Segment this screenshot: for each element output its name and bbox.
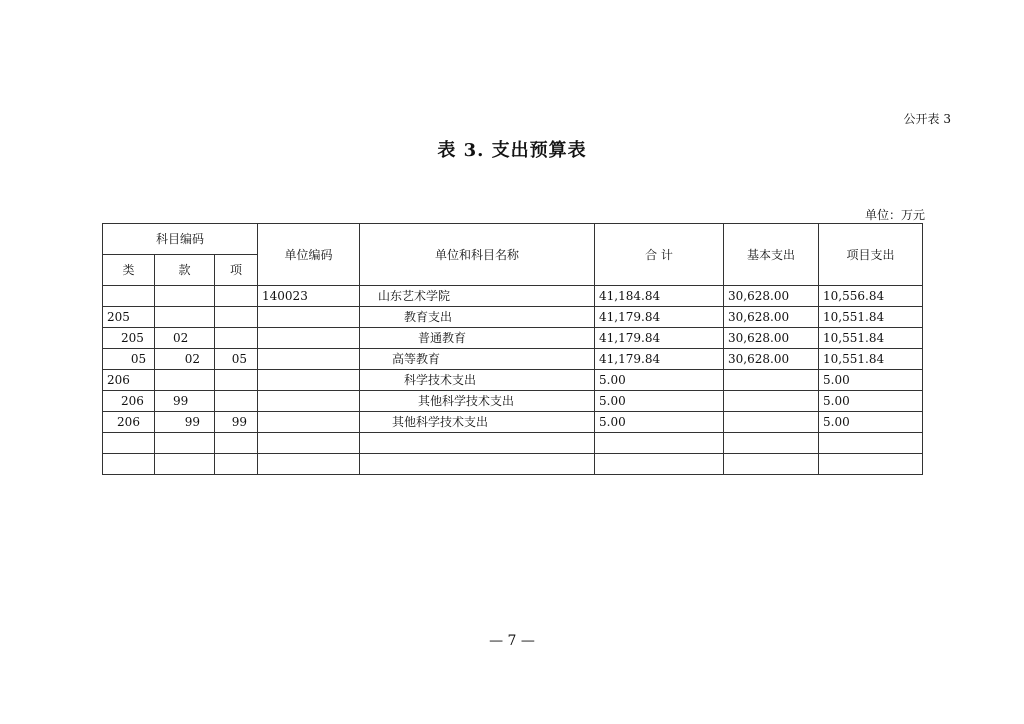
cell-total: [595, 433, 724, 454]
cell-unit-code: [258, 391, 360, 412]
header-lei: 类: [103, 255, 155, 286]
cell-total: 5.00: [595, 391, 724, 412]
cell-project: 10,556.84: [819, 286, 923, 307]
cell-kuan: [155, 370, 215, 391]
cell-kuan: [155, 454, 215, 475]
cell-project: [819, 433, 923, 454]
cell-total: 41,184.84: [595, 286, 724, 307]
table-row: [103, 433, 923, 454]
cell-name: 山东艺术学院: [360, 286, 595, 307]
cell-project: 5.00: [819, 370, 923, 391]
table-row: [103, 286, 923, 307]
cell-kuan: [155, 307, 215, 328]
cell-lei: 206: [103, 391, 155, 412]
cell-basic: 30,628.00: [724, 286, 819, 307]
table-row: [103, 349, 923, 370]
cell-unit-code: [258, 307, 360, 328]
header-project: 项目支出: [819, 224, 923, 286]
cell-project: 10,551.84: [819, 349, 923, 370]
cell-kuan: [155, 286, 215, 307]
cell-total: 41,179.84: [595, 349, 724, 370]
table-row: [103, 454, 923, 475]
cell-xiang: 99: [215, 412, 258, 433]
cell-xiang: [215, 454, 258, 475]
expenditure-budget-table: [102, 223, 923, 475]
cell-xiang: [215, 370, 258, 391]
cell-total: 5.00: [595, 412, 724, 433]
cell-unit-code: [258, 328, 360, 349]
cell-name: [360, 433, 595, 454]
cell-basic: [724, 454, 819, 475]
cell-lei: [103, 433, 155, 454]
cell-xiang: [215, 433, 258, 454]
cell-lei: [103, 286, 155, 307]
cell-basic: [724, 433, 819, 454]
table-row: [103, 412, 923, 433]
cell-unit-code: [258, 370, 360, 391]
header-kuan: 款: [155, 255, 215, 286]
cell-xiang: [215, 307, 258, 328]
cell-project: [819, 454, 923, 475]
cell-total: 41,179.84: [595, 307, 724, 328]
cell-project: 10,551.84: [819, 307, 923, 328]
cell-basic: [724, 391, 819, 412]
form-number: 公开表 3: [903, 112, 951, 126]
cell-unit-code: 140023: [258, 286, 360, 307]
table-row: [103, 370, 923, 391]
cell-name: 高等教育: [360, 349, 595, 370]
cell-kuan: [155, 433, 215, 454]
cell-name: 普通教育: [360, 328, 595, 349]
cell-kuan: 99: [155, 412, 215, 433]
cell-name: 其他科学技术支出: [360, 412, 595, 433]
page-title: 表 3. 支出预算表: [437, 140, 587, 161]
cell-unit-code: [258, 454, 360, 475]
cell-xiang: [215, 391, 258, 412]
cell-total: [595, 454, 724, 475]
table-row: [103, 328, 923, 349]
cell-basic: [724, 370, 819, 391]
cell-unit-code: [258, 412, 360, 433]
cell-name: [360, 454, 595, 475]
cell-name: 教育支出: [360, 307, 595, 328]
cell-kuan: 02: [155, 328, 215, 349]
cell-lei: [103, 454, 155, 475]
header-code-group: 科目编码: [103, 224, 258, 255]
header-xiang: 项: [215, 255, 258, 286]
unit-label: 单位：万元: [864, 208, 925, 222]
header-total: 合 计: [595, 224, 724, 286]
cell-unit-code: [258, 349, 360, 370]
cell-project: 5.00: [819, 391, 923, 412]
page-number: — 7 —: [489, 633, 535, 649]
cell-name: 其他科学技术支出: [360, 391, 595, 412]
cell-basic: 30,628.00: [724, 328, 819, 349]
cell-project: 5.00: [819, 412, 923, 433]
cell-basic: 30,628.00: [724, 349, 819, 370]
header-basic: 基本支出: [724, 224, 819, 286]
header-name: 单位和科目名称: [360, 224, 595, 286]
cell-xiang: [215, 286, 258, 307]
cell-lei: 05: [103, 349, 155, 370]
cell-total: 41,179.84: [595, 328, 724, 349]
header-unit-code: 单位编码: [258, 224, 360, 286]
cell-xiang: [215, 328, 258, 349]
cell-project: 10,551.84: [819, 328, 923, 349]
table-row: [103, 391, 923, 412]
cell-basic: 30,628.00: [724, 307, 819, 328]
cell-total: 5.00: [595, 370, 724, 391]
cell-xiang: 05: [215, 349, 258, 370]
cell-unit-code: [258, 433, 360, 454]
cell-basic: [724, 412, 819, 433]
cell-kuan: 99: [155, 391, 215, 412]
cell-lei: 205: [103, 307, 155, 328]
cell-lei: 205: [103, 328, 155, 349]
cell-lei: 206: [103, 412, 155, 433]
cell-name: 科学技术支出: [360, 370, 595, 391]
table-row: [103, 307, 923, 328]
cell-lei: 206: [103, 370, 155, 391]
cell-kuan: 02: [155, 349, 215, 370]
